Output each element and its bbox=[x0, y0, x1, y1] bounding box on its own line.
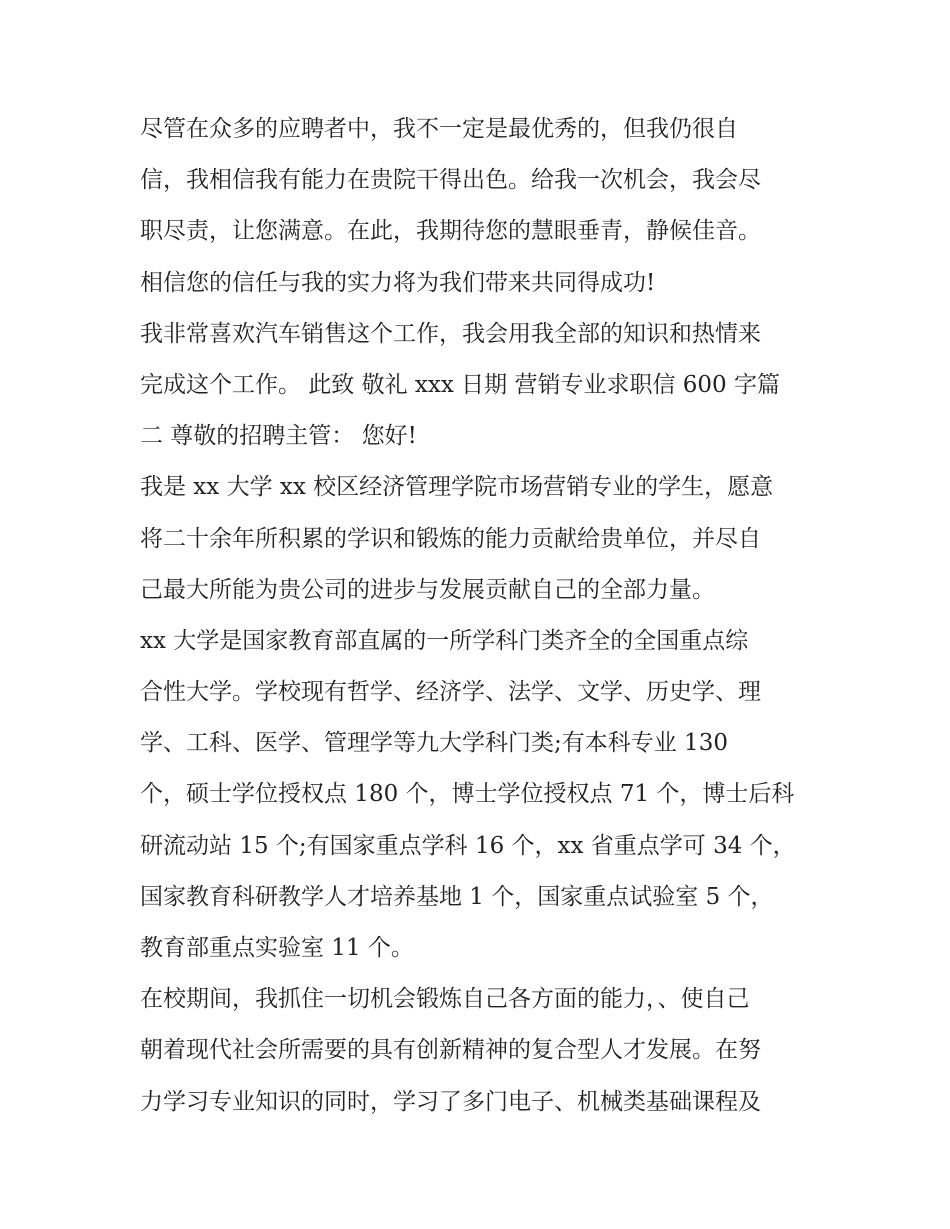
text-line: 相信您的信任与我的实力将为我们带来共同得成功! bbox=[140, 269, 656, 296]
text-line: xx 大学是国家教育部直属的一所学科门类齐全的全国重点综 bbox=[140, 627, 749, 654]
text-line: 合性大学。学校现有哲学、经济学、法学、文学、历史学、理 bbox=[140, 679, 761, 706]
text-line: 尽管在众多的应聘者中，我不一定是最优秀的，但我仍很自 bbox=[140, 116, 738, 142]
text-line: 力学习专业知识的同时，学习了多门电子、机械类基础课程及 bbox=[140, 1088, 761, 1115]
text-line: 个，硕士学位授权点 180 个，博士学位授权点 71 个，博士后科 bbox=[140, 781, 795, 808]
text-line: 教育部重点实验室 11 个。 bbox=[140, 935, 414, 961]
text-line: 信，我相信我有能力在贵院干得出色。给我一次机会，我会尽 bbox=[140, 167, 761, 194]
text-line: 我非常喜欢汽车销售这个工作，我会用我全部的知识和热情来 bbox=[140, 320, 761, 347]
text-line: 己最大所能为贵公司的进步与发展贡献自己的全部力量。 bbox=[140, 576, 715, 603]
text-line: 职尽责，让您满意。在此，我期待您的慧眼垂青，静候佳音。 bbox=[140, 218, 761, 245]
text-line: 二 尊敬的招聘主管： 您好! bbox=[140, 423, 417, 450]
text-line: 学、工科、医学、管理学等九大学科门类;有本科专业 130 bbox=[140, 730, 728, 757]
text-line: 国家教育科研教学人才培养基地 1 个，国家重点试验室 5 个， bbox=[140, 883, 774, 910]
text-line: 完成这个工作。 此致 敬礼 xxx 日期 营销专业求职信 600 字篇 bbox=[140, 371, 780, 398]
body-text bbox=[140, 104, 830, 1128]
text-line: 朝着现代社会所需要的具有创新精神的复合型人才发展。在努 bbox=[140, 1037, 761, 1064]
text-line: 研流动站 15 个;有国家重点学科 16 个，xx 省重点学可 34 个， bbox=[140, 832, 796, 859]
text-line: 在校期间，我抓住一切机会锻炼自己各方面的能力，、使自己 bbox=[140, 986, 750, 1013]
text-line: 我是 xx 大学 xx 校区经济管理学院市场营销专业的学生，愿意 bbox=[140, 474, 774, 501]
text-line: 将二十余年所积累的学识和锻炼的能力贡献给贵单位，并尽自 bbox=[140, 525, 761, 552]
